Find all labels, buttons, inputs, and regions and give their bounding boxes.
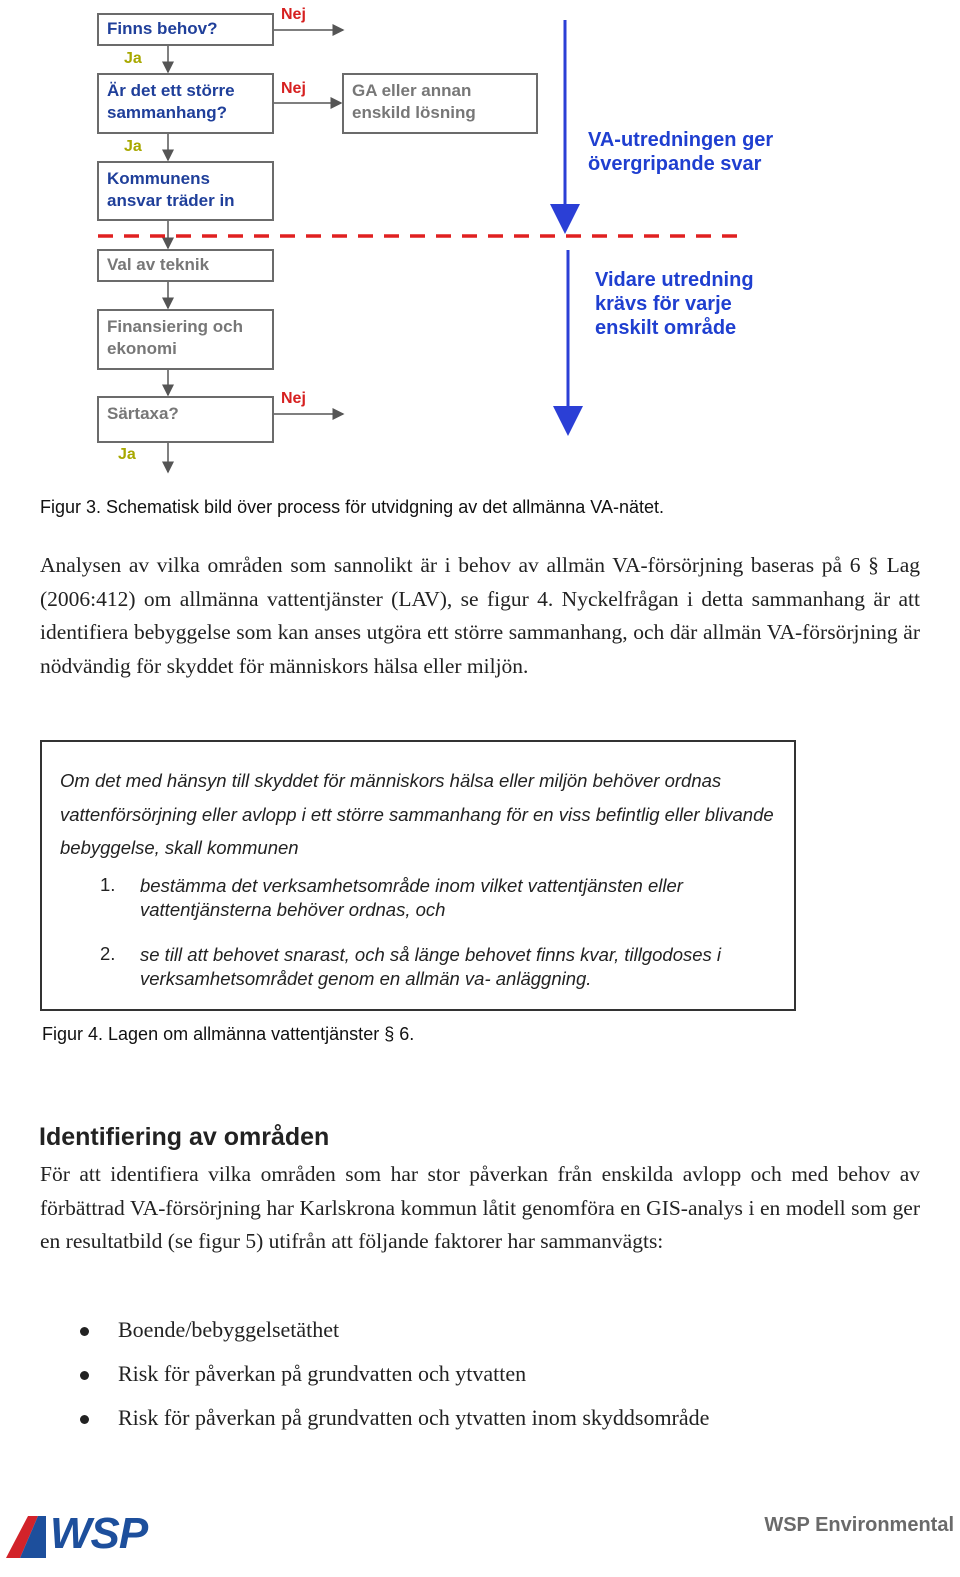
law-quote-intro: Om det med hänsyn till skyddet för människors hälsa eller miljön behöver ordnas vattenförsörjning eller avlopp i ett större sammanhang för en viss befintlig eller blivande bebyggelse, skall kommunen	[60, 770, 774, 858]
law-item-text: bestämma det verksamhetsområde inom vilket vattentjänsten eller vattentjänsterna behöver ordnas, och	[140, 875, 683, 920]
flow-box-finansiering: Finansiering och ekonomi	[97, 309, 274, 370]
law-item-number: 1.	[100, 874, 116, 895]
law-quote-box	[40, 740, 796, 1011]
wsp-logo-text: WSP	[50, 1509, 148, 1558]
footer-company-name: WSP Environmental	[764, 1514, 954, 1536]
list-item: Boende/bebyggelsetäthet	[118, 1317, 340, 1342]
law-item-number: 2.	[100, 943, 116, 964]
figure-4-caption: Figur 4. Lagen om allmänna vattentjänster § 6.	[42, 1024, 415, 1044]
label-ja: Ja	[118, 446, 136, 463]
bullet-icon	[80, 1415, 89, 1424]
law-item-text: se till att behovet snarast, och så länge behovet finns kvar, tillgodoses i verksamhetsområdet genom en allmän va- anläggning.	[140, 944, 722, 989]
section-heading: Identifiering av områden	[39, 1123, 330, 1151]
label-ja: Ja	[124, 138, 142, 155]
flow-box-finns-behov: Finns behov?	[97, 13, 274, 46]
body-paragraph-1: Analysen av vilka områden som sannolikt är i behov av allmän VA-försörjning baseras på 6 § Lag (2006:412) om allmänna vattentjänster (LAV), se figur 4. Nyckelfrågan i detta sammanhang är att identifiera bebyggelse som kan anses utgöra ett större sammanhang, och där allmän VA-försörjning är nödvändig för skyddet för människors hälsa eller miljön.	[40, 553, 920, 678]
label-nej: Nej	[281, 6, 306, 23]
list-item: Risk för påverkan på grundvatten och ytvatten	[118, 1361, 527, 1386]
label-nej: Nej	[281, 80, 306, 97]
side-text-va-utredningen: VA-utredningen ger övergripande svar	[588, 129, 774, 175]
flow-box-sartaxa: Särtaxa?	[97, 396, 274, 443]
bullet-icon	[80, 1371, 89, 1380]
bullet-icon	[80, 1327, 89, 1336]
flow-box-kommunens-ansvar: Kommunens ansvar träder in	[97, 161, 274, 221]
flow-box-ga-losning: GA eller annan enskild lösning	[342, 73, 538, 134]
label-ja: Ja	[124, 50, 142, 67]
flow-box-val-av-teknik: Val av teknik	[97, 249, 274, 282]
flow-box-storre-sammanhang: Är det ett större sammanhang?	[97, 73, 274, 134]
wsp-logo	[6, 1510, 166, 1560]
list-item: Risk för påverkan på grundvatten och ytvatten inom skyddsområde	[118, 1405, 710, 1430]
figure-3-caption: Figur 3. Schematisk bild över process för utvidgning av det allmänna VA-nätet.	[40, 497, 664, 517]
side-text-vidare-utredning: Vidare utredning krävs för varje enskilt område	[595, 269, 754, 339]
label-nej: Nej	[281, 390, 306, 407]
body-paragraph-2: För att identifiera vilka områden som har stor påverkan från enskilda avlopp och med behov av förbättrad VA-försörjning har Karlskrona kommun låtit genomföra en GIS-analys i en modell som ger en resultatbild (se figur 5) utifrån att följande faktorer har sammanvägts:	[40, 1162, 920, 1253]
